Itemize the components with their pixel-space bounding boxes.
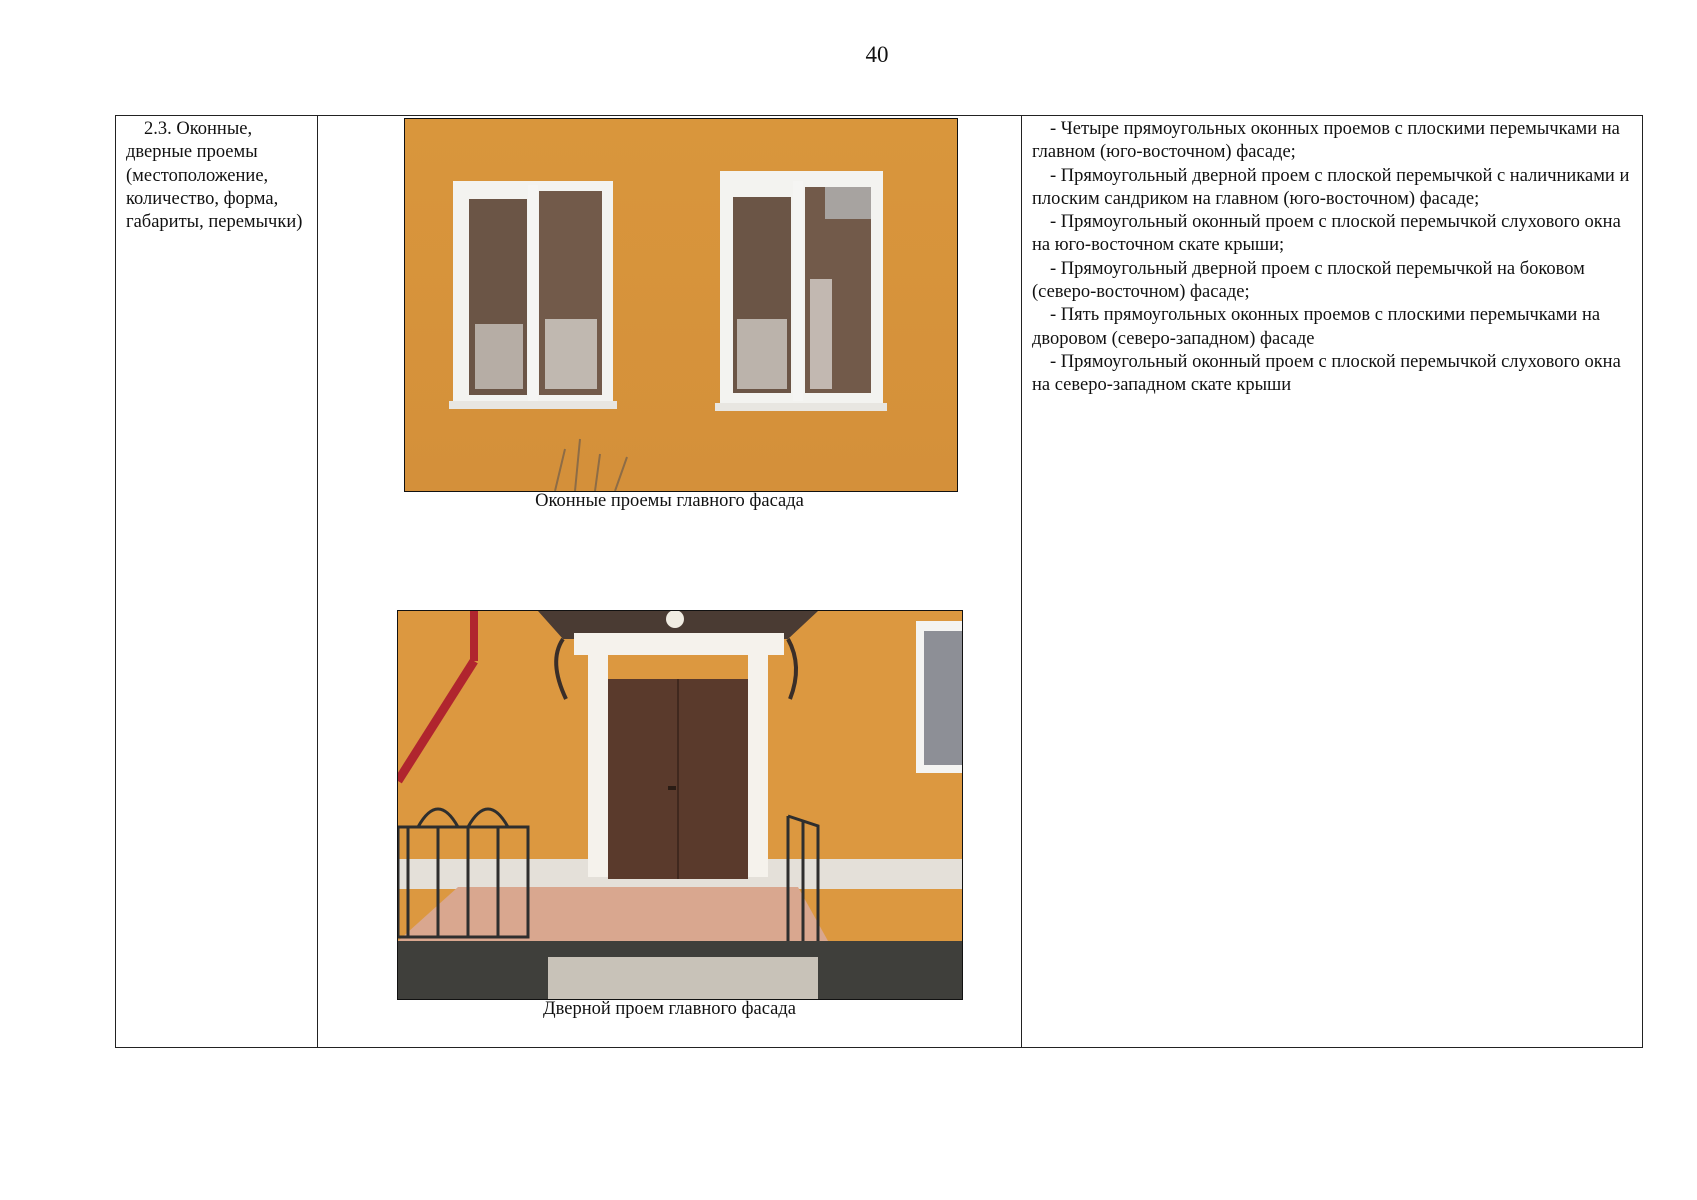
page-number: 40 bbox=[865, 42, 889, 67]
description-item: - Пять прямоугольных оконных проемов с плоскими перемычками на дворовом (северо-западном) фасаде bbox=[1032, 305, 1601, 349]
row-label: 2.3. Оконные, дверные проемы (местоположение, количество, форма, габариты, перемычки) bbox=[126, 119, 303, 233]
description-item: - Четыре прямоугольных оконных проемов с плоскими перемычками на главном (юго-восточном) фасаде; bbox=[1032, 119, 1620, 163]
photo-caption-door: Дверной проем главного фасада bbox=[542, 999, 796, 1019]
description-item: - Прямоугольный дверной проем с плоской перемычкой на боковом (северо-восточном) фасаде; bbox=[1032, 258, 1585, 303]
description-item: - Прямоугольный оконный проем с плоской перемычкой слухового окна на северо-западном скате крыши bbox=[1032, 351, 1621, 396]
door-photo-drawing bbox=[398, 611, 962, 999]
description-item: - Прямоугольный оконный проем с плоской перемычкой слухового окна на юго-восточном скате крыши; bbox=[1032, 212, 1621, 256]
windows-photo-drawing bbox=[405, 119, 957, 491]
description-list bbox=[1022, 116, 1642, 398]
door-photo bbox=[397, 610, 963, 1000]
attribute-table bbox=[115, 115, 1643, 1048]
photo-caption-windows: Оконные проемы главного фасада bbox=[535, 491, 804, 511]
photos-cell bbox=[318, 116, 1022, 1048]
row-label-cell bbox=[116, 116, 318, 1048]
description-cell bbox=[1022, 116, 1643, 1048]
description-item: - Прямоугольный дверной проем с плоской перемычкой с наличниками и плоским сандриком на главном (юго-восточном) фасаде; bbox=[1032, 165, 1630, 209]
windows-photo bbox=[404, 118, 958, 492]
table-row bbox=[116, 116, 1643, 1048]
